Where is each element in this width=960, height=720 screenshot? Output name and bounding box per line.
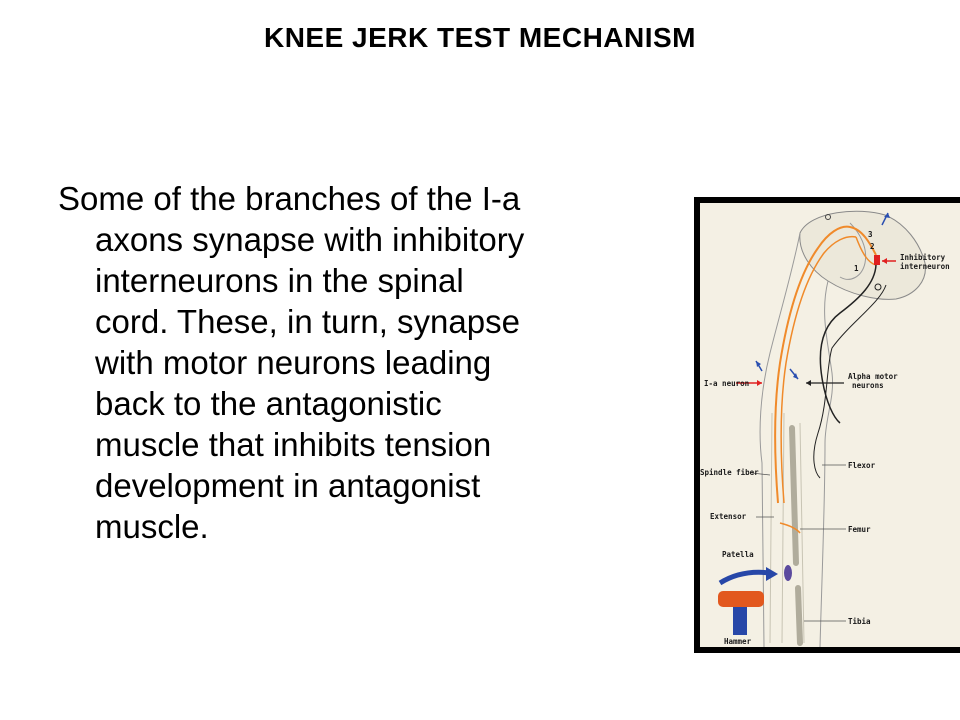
hammer-handle [733,607,747,635]
paragraph-line: Some of the branches of the I-a [58,180,521,217]
paragraph-line: back to the antagonistic [95,385,442,422]
body-paragraph [58,178,658,547]
label-tibia: Tibia [848,617,871,626]
femur-bone [792,428,796,563]
paragraph-line: development in antagonist [95,467,481,504]
interneuron-marker [874,255,880,265]
knee-jerk-diagram [694,197,960,653]
paragraph-line: muscle that inhibits tension [95,426,492,463]
label-femur: Femur [848,525,871,534]
paragraph-line: interneurons in the spinal [95,262,464,299]
marker-2: 2 [870,242,875,251]
label-alpha-motor: Alpha motor [848,372,898,381]
slide-title: KNEE JERK TEST MECHANISM [263,22,697,53]
diagram-svg [700,203,960,647]
label-hammer: Hammer [724,637,752,646]
label-spindle-fiber: Spindle fiber [700,468,759,477]
label-neurons: neurons [852,381,884,390]
paragraph-line: axons synapse with inhibitory [95,221,525,258]
paragraph-line: cord. These, in turn, synapse [95,303,520,340]
patella-bone [784,565,792,581]
label-patella: Patella [722,550,754,559]
paragraph-line: muscle. [95,508,209,545]
label-ia-neuron: I-a neuron [704,379,750,388]
label-interneuron: interneuron [900,262,950,271]
label-flexor: Flexor [848,461,876,470]
marker-3: 3 [868,230,873,239]
marker-1: 1 [854,264,859,273]
label-extensor: Extensor [710,512,747,521]
paragraph-line: with motor neurons leading [95,344,492,381]
hammer-head [718,591,764,607]
label-inhibitory: Inhibitory [900,253,946,262]
tibia-bone [798,588,800,643]
